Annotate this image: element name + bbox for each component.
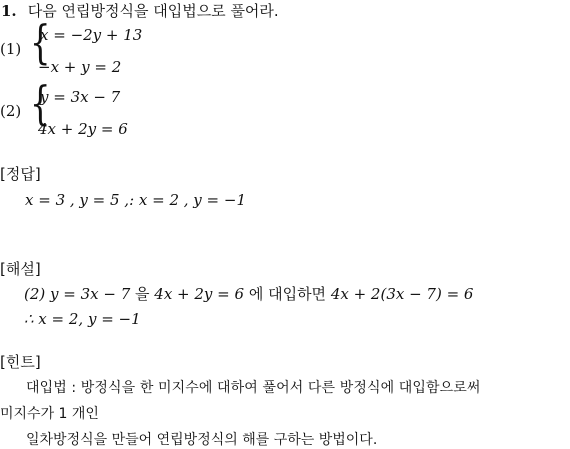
answer-heading: [정답] [0, 165, 41, 183]
solution-line-1-result: 4x + 2(3x − 7) = 6 [326, 285, 474, 303]
part2-label: (2) [0, 102, 22, 120]
solution-line-1 [24, 283, 473, 304]
part1-equation-2: −x + y = 2 [38, 58, 122, 76]
solution-line-1-eq: (2) y = 3x − 7 [24, 285, 136, 303]
part1-brace: { [30, 15, 51, 69]
hint-heading: [힌트] [0, 353, 41, 371]
part2-brace: { [30, 76, 51, 130]
hint-line-2: 미지수가 1 개인 [0, 406, 99, 422]
hint-line-3: 일차방정식을 만들어 연립방정식의 해를 구하는 방법이다. [26, 432, 378, 448]
problem-number: 1. [1, 2, 17, 20]
solution-line-1-word1: 을 [135, 285, 150, 303]
part2-equation-1: y = 3x − 7 [40, 88, 121, 106]
answer-text: x = 3 , y = 5 ,: x = 2 , y = −1 [25, 191, 246, 209]
solution-line-2: ∴ x = 2, y = −1 [24, 310, 141, 328]
part2-equation-2: 4x + 2y = 6 [38, 120, 128, 138]
part1-equation-1: x = −2y + 13 [40, 26, 143, 44]
problem-instruction: 다음 연립방정식을 대입법으로 풀어라. [27, 2, 279, 20]
solution-heading: [해설] [0, 260, 41, 278]
solution-line-1-eq2: 4x + 2y = 6 [149, 285, 249, 303]
hint-line-1: 대입법 : 방정식을 한 미지수에 대하여 풀어서 다른 방정식에 대입함으로써 [26, 380, 481, 396]
solution-line-1-word2: 에 대입하면 [248, 285, 327, 303]
part1-label: (1) [0, 40, 22, 58]
